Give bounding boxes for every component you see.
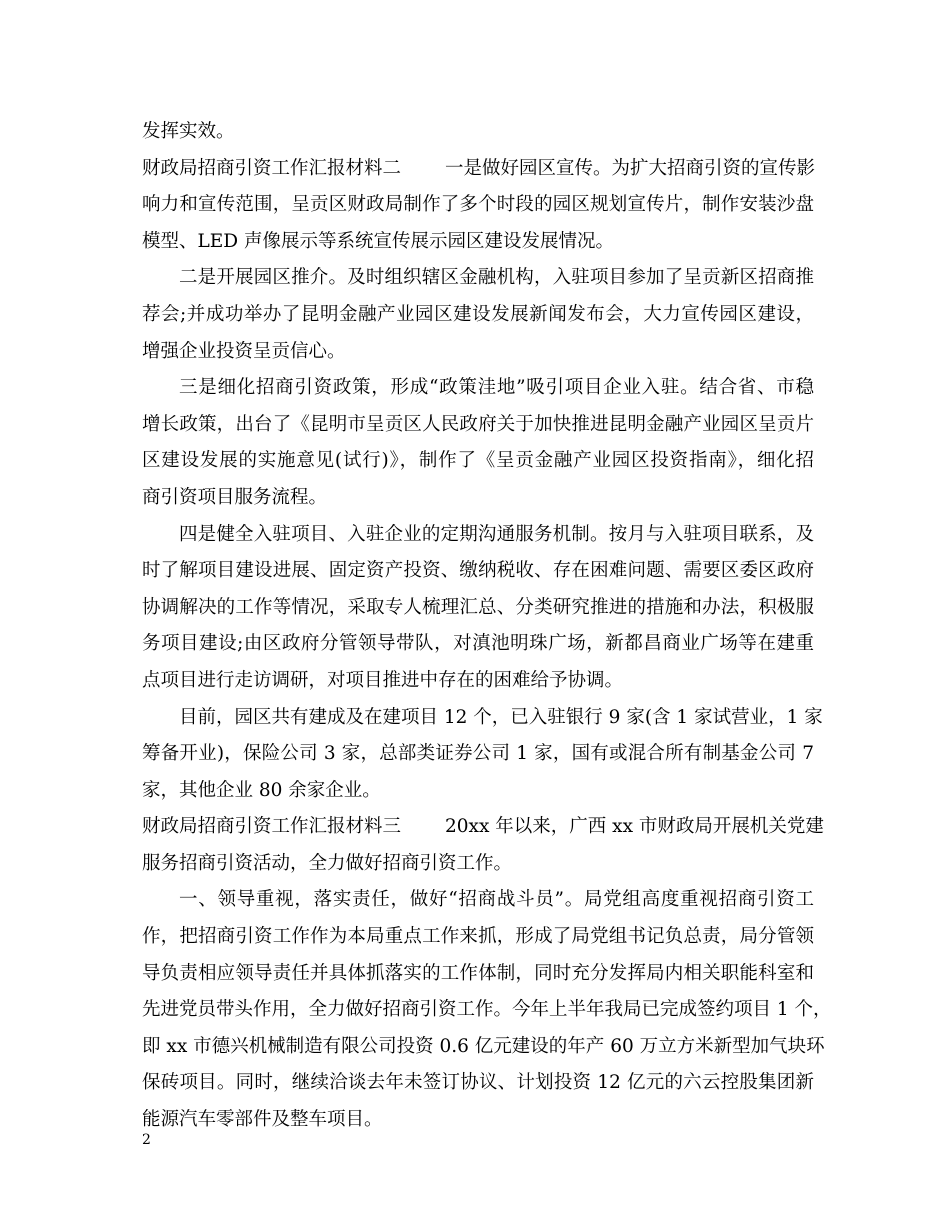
text-line xyxy=(142,260,814,297)
text-line xyxy=(142,773,814,810)
line-text: 一、领导重视，落实责任，做好“招商战斗员”。局党组高度重视招商引资工 xyxy=(179,889,814,911)
text-line xyxy=(142,590,814,627)
text-line xyxy=(142,626,814,663)
line-text: 协调解决的工作等情况，采取专人梳理汇总、分类研究推进的措施和办法，积极服 xyxy=(142,596,814,618)
line-text: 筹备开业)，保险公司 3 家，总部类证券公司 1 家，国有或混合所有制基金公司 7 xyxy=(142,743,814,765)
text-line xyxy=(142,517,814,554)
line-text: 模型、LED 声像展示等系统宣传展示园区建设发展情况。 xyxy=(142,230,615,252)
line-text: 先进党员带头作用，全力做好招商引资工作。今年上半年我局已完成签约项目 1 个， xyxy=(142,999,832,1021)
text-line xyxy=(142,297,814,334)
section-heading-line xyxy=(142,151,814,188)
line-text: 作，把招商引资工作作为本局重点工作来抓，形成了局党组书记负总责，局分管领 xyxy=(142,926,814,948)
line-text: 增强企业投资呈贡信心。 xyxy=(142,340,346,362)
line-text: 四是健全入驻项目、入驻企业的定期沟通服务机制。按月与入驻项目联系，及 xyxy=(179,523,814,545)
section-heading-line xyxy=(142,809,824,846)
text-line xyxy=(142,882,814,919)
line-text: 点项目进行走访调研，对项目推进中存在的困难给予协调。 xyxy=(142,669,624,691)
text-line xyxy=(142,700,823,737)
text-line xyxy=(142,846,814,883)
text-line xyxy=(142,1102,814,1139)
text-line xyxy=(142,992,832,1029)
line-text: 一是做好园区宣传。为扩大招商引资的宣传影 xyxy=(445,157,816,179)
line-text: 增长政策，出台了《昆明市呈贡区人民政府关于加快推进昆明金融产业园区呈贡片 xyxy=(142,413,814,435)
text-line xyxy=(142,443,814,480)
line-text: 导负责相应领导责任并具体抓落实的工作体制，同时充分发挥局内相关职能科室和 xyxy=(142,962,814,984)
section-heading: 财政局招商引资工作汇报材料二 xyxy=(142,157,402,179)
text-line xyxy=(142,919,814,956)
line-text: 务项目建设;由区政府分管领导带队，对滇池明珠广场，新都昌商业广场等在建重 xyxy=(142,633,814,655)
text-line xyxy=(142,663,814,700)
line-text: 二是开展园区推介。及时组织辖区金融机构，入驻项目参加了呈贡新区招商推 xyxy=(179,267,814,289)
line-text: 目前，园区共有建成及在建项目 12 个，已入驻银行 9 家(含 1 家试营业，1 家 xyxy=(179,706,823,728)
line-text: 20xx 年以来，广西 xx 市财政局开展机关党建 xyxy=(445,816,824,838)
text-line xyxy=(142,1065,814,1102)
line-text: 区建设发展的实施意见(试行)》，制作了《呈贡金融产业园区投资指南》，细化招 xyxy=(142,450,814,472)
text-line xyxy=(142,480,814,517)
text-line xyxy=(142,407,814,444)
line-text: 时了解项目建设进展、固定资产投资、缴纳税收、存在困难问题、需要区委区政府 xyxy=(142,560,814,582)
text-line xyxy=(142,334,814,371)
line-text: 服务招商引资活动，全力做好招商引资工作。 xyxy=(142,852,513,874)
line-text: 三是细化招商引资政策，形成“政策洼地”吸引项目企业入驻。结合省、市稳 xyxy=(179,377,814,399)
text-line xyxy=(142,224,814,261)
text-line xyxy=(142,1029,825,1066)
text-line xyxy=(142,187,814,224)
text-line xyxy=(142,370,814,407)
line-text: 即 xx 市德兴机械制造有限公司投资 0.6 亿元建设的年产 60 万立方米新型加气块环 xyxy=(142,1035,825,1057)
text-line xyxy=(142,114,814,151)
section-heading: 财政局招商引资工作汇报材料三 xyxy=(142,816,402,838)
line-text: 保砖项目。同时，继续洽谈去年未签订协议、计划投资 12 亿元的六云控股集团新 xyxy=(142,1072,814,1094)
line-text: 荐会;并成功举办了昆明金融产业园区建设发展新闻发布会，大力宣传园区建设， xyxy=(142,303,814,325)
line-text: 响力和宣传范围，呈贡区财政局制作了多个时段的园区规划宣传片，制作安装沙盘 xyxy=(142,194,814,216)
line-text: 能源汽车零部件及整车项目。 xyxy=(142,1109,383,1131)
text-line xyxy=(142,736,814,773)
line-text: 家，其他企业 80 余家企业。 xyxy=(142,779,381,801)
document-body xyxy=(142,114,832,1139)
text-line xyxy=(142,553,814,590)
line-text: 商引资项目服务流程。 xyxy=(142,486,328,508)
page-number: 2 xyxy=(142,1132,151,1148)
text-line xyxy=(142,956,814,993)
line-text: 发挥实效。 xyxy=(142,121,235,142)
